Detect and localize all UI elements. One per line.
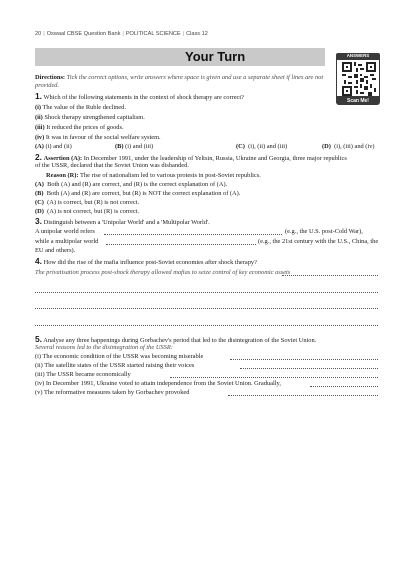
directions-label: Directions: <box>35 74 66 81</box>
qr-scan-label: Scan Me! <box>336 97 380 105</box>
answer-blank[interactable] <box>104 234 282 235</box>
answer-blank[interactable] <box>106 244 256 245</box>
q3-line-2-start: while a multipolar world <box>35 238 99 245</box>
question-3-text: Distinguish between a 'Unipolar World' and a 'Multipolar World'. <box>43 219 210 226</box>
assertion-line-2: of the USSR, declared that the Soviet Union was disbanded. <box>35 162 189 169</box>
q5-item-4: (iv) In December 1991, Ukraine voted to attain independence from the Soviet Union. Gradually, <box>35 380 281 387</box>
question-1-text: Which of the following statements in the context of shock therapy are correct? <box>43 94 245 101</box>
q3-line-1-start: A unipolar world refers <box>35 228 95 235</box>
book-title: Oswaal CBSE Question Bank <box>46 31 121 37</box>
reason-label: Reason (R): <box>46 172 79 179</box>
question-2: 2. Assertion (A): In December 1991, under the leadership of Yeltsin, Russia, Ukraine and Georgia, three major republics <box>35 152 347 162</box>
q3-line-2-end: (e.g., the 21st century with the U.S., China, the <box>258 238 379 245</box>
page-number: 20 <box>35 31 42 37</box>
question-4: 4. How did the rise of the mafia influence post-Soviet economies after shock therapy? <box>35 256 257 266</box>
q5-item-5: (v) The reformative measures taken by Gorbachev provoked <box>35 389 190 396</box>
question-1: 1. Which of the following statements in the context of shock therapy are correct? <box>35 91 245 101</box>
question-4-text: How did the rise of the mafia influence post-Soviet economies after shock therapy? <box>43 259 257 266</box>
your-turn-banner <box>35 48 325 66</box>
directions-line-1: Directions: Tick the correct options, write answers where space is given and use a separate sheet if lines are not <box>35 74 324 81</box>
answer-line[interactable] <box>240 368 378 369</box>
q1-option-c[interactable]: (C) (i), (ii) and (iii) <box>236 143 288 150</box>
answer-line[interactable] <box>228 395 378 396</box>
answer-line[interactable] <box>35 292 378 293</box>
qr-code-icon <box>336 59 380 97</box>
q1-option-b[interactable]: (B) (i) and (iii) <box>115 143 154 150</box>
q1-option-d[interactable]: (D) (i), (iii) and (iv) <box>322 143 375 150</box>
qr-answers-tag: ANSWERS <box>336 53 380 59</box>
q5-item-2: (ii) The satellite states of the USSR started raising their voices <box>35 362 195 369</box>
q1-statement-4: (iv) It was in favour of the social welfare system. <box>35 134 161 141</box>
q2-option-d[interactable]: (D) (A) is not correct, but (R) is correct. <box>35 208 140 215</box>
banner-title: Your Turn <box>185 49 246 64</box>
running-header: 20 | Oswaal CBSE Question Bank | POLITICAL SCIENCE | Class 12 <box>35 31 208 37</box>
q3-line-1-end: (e.g., the U.S. post-Cold War), <box>285 228 363 235</box>
q2-option-c[interactable]: (C) (A) is correct, but (R) is not correct. <box>35 199 140 206</box>
directions-line-2: provided. <box>35 82 60 89</box>
q4-hint: The privatisation process post-shock therapy allowed mafias to seize control of key economic assets <box>35 269 291 276</box>
q5-hint: Several reasons led to the disintegration of the USSR: <box>35 344 173 351</box>
question-3: 3. Distinguish between a 'Unipolar World' and a 'Multipolar World'. <box>35 216 210 226</box>
answers-qr-code[interactable] <box>336 53 380 105</box>
answer-line[interactable] <box>230 359 378 360</box>
answer-line[interactable] <box>35 325 378 326</box>
class-label: Class 12 <box>186 31 208 37</box>
q3-line-3: EU and others). <box>35 247 76 254</box>
q5-item-1: (i) The economic condition of the USSR was becoming miserable <box>35 353 204 360</box>
q2-option-b[interactable]: (B) Both (A) and (R) are correct, but (R) is NOT the correct explanation of (A). <box>35 190 241 197</box>
assertion-label: Assertion (A): <box>43 155 83 162</box>
q1-statement-1: (i) The value of the Ruble declined. <box>35 104 126 111</box>
answer-line[interactable] <box>170 377 378 378</box>
q5-item-3: (iii) The USSR became economically <box>35 371 131 378</box>
q1-option-a[interactable]: (A) (i) and (ii) <box>35 143 72 150</box>
question-5: 5. Analyse any three happenings during Gorbachev's period that led to the disintegration of the Soviet Union. <box>35 334 317 344</box>
question-5-text: Analyse any three happenings during Gorbachev's period that led to the disintegration of the Soviet Union. <box>43 337 317 344</box>
answer-line[interactable] <box>310 386 378 387</box>
q2-option-a[interactable]: (A) Both (A) and (R) are correct, and (R) is the correct explanation of (A). <box>35 181 228 188</box>
q1-statement-3: (iii) It reduced the prices of goods. <box>35 124 124 131</box>
answer-line[interactable] <box>282 275 378 276</box>
q1-statement-2: (ii) Shock therapy strengthened capitalism. <box>35 114 145 121</box>
reason-line: Reason (R): The rise of nationalism led to various protests in post-Soviet republics. <box>46 172 261 179</box>
subject-name: POLITICAL SCIENCE <box>125 31 181 37</box>
answer-line[interactable] <box>35 308 378 309</box>
